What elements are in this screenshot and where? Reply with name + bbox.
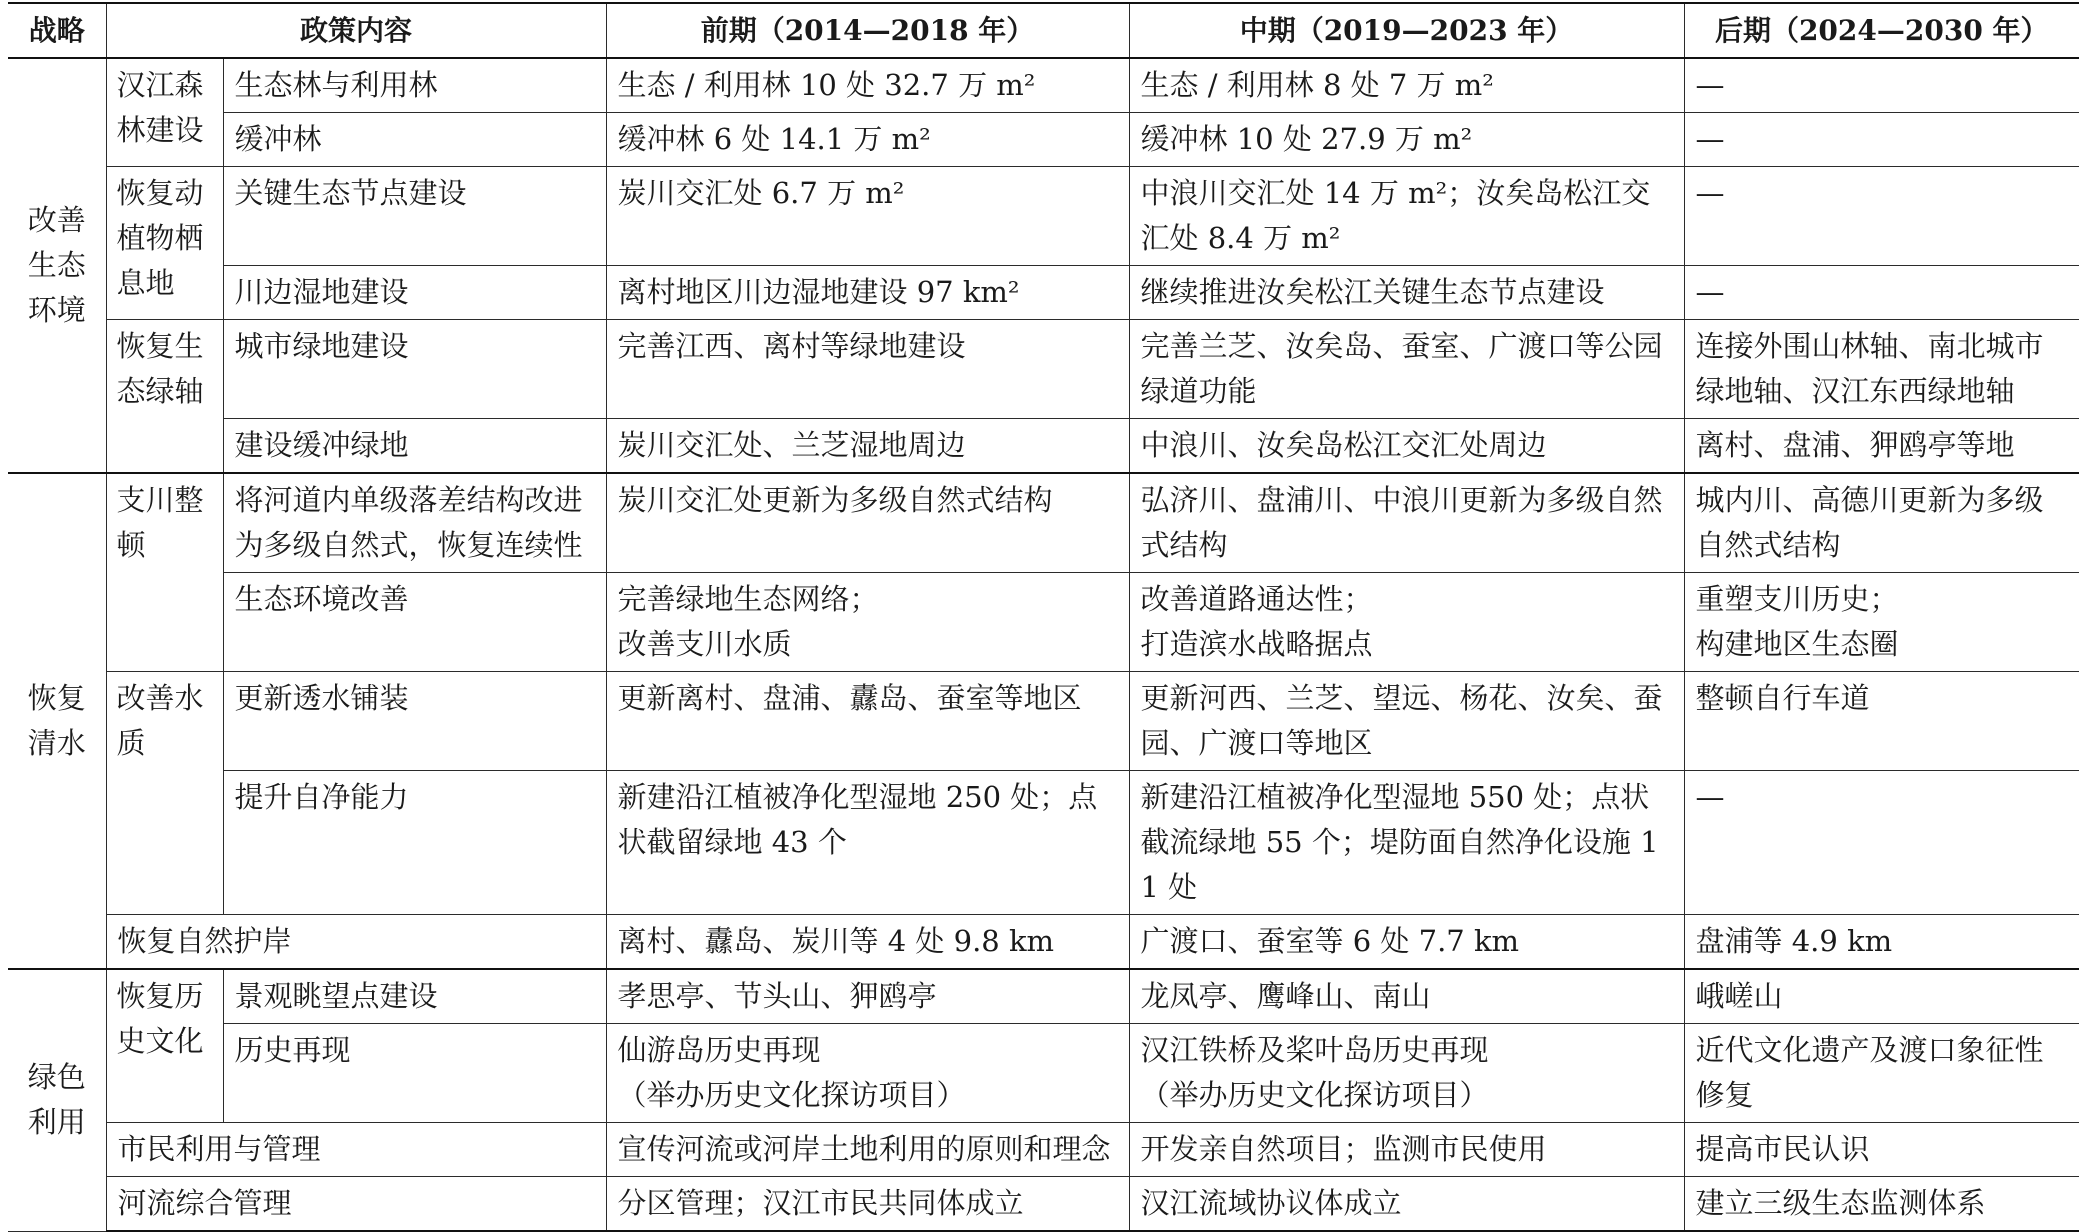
middle-cell: 汉江流域协议体成立	[1129, 1177, 1684, 1232]
late-cell	[1684, 573, 2079, 672]
table-row	[8, 266, 2079, 320]
table-row	[8, 473, 2079, 573]
header-middle: 中期（2019—2023 年）	[1129, 3, 1684, 58]
strategy-cell: 绿色利用	[8, 969, 106, 1231]
middle-line: （举办历史文化探访项目）	[1140, 1078, 1489, 1112]
early-cell: 新建沿江植被净化型湿地 250 处；点状截留绿地 43 个	[606, 771, 1129, 915]
middle-cell: 更新河西、兰芝、望远、杨花、汝矣、蚕园、广渡口等地区	[1129, 672, 1684, 771]
policy-item-cell: 建设缓冲绿地	[223, 419, 606, 474]
strategy-cell: 改善生态环境	[8, 58, 106, 473]
header-row	[8, 3, 2079, 58]
late-line: 重塑支川历史；	[1695, 582, 1899, 616]
table-row	[8, 573, 2079, 672]
table-row	[8, 1123, 2079, 1177]
policy-item-cell: 生态环境改善	[223, 573, 606, 672]
early-cell: 缓冲林 6 处 14.1 万 m²	[606, 113, 1129, 167]
early-cell: 炭川交汇处更新为多级自然式结构	[606, 473, 1129, 573]
late-cell: —	[1684, 771, 2079, 915]
policy-group-cell: 汉江森林建设	[106, 58, 223, 167]
middle-cell: 缓冲林 10 处 27.9 万 m²	[1129, 113, 1684, 167]
table-row	[8, 58, 2079, 113]
policy-item-cell: 生态林与利用林	[223, 58, 606, 113]
late-cell: 离村、盘浦、狎鸥亭等地	[1684, 419, 2079, 474]
early-line: （举办历史文化探访项目）	[617, 1078, 966, 1112]
early-line: 仙游岛历史再现	[617, 1033, 821, 1067]
early-cell: 生态 / 利用林 10 处 32.7 万 m²	[606, 58, 1129, 113]
middle-line: 汉江铁桥及桨叶岛历史再现	[1140, 1033, 1489, 1067]
header-strategy: 战略	[8, 3, 106, 58]
late-cell: 盘浦等 4.9 km	[1684, 915, 2079, 970]
policy-item-cell: 缓冲林	[223, 113, 606, 167]
early-cell: 宣传河流或河岸土地利用的原则和理念	[606, 1123, 1129, 1177]
policy-group-cell: 市民利用与管理	[106, 1123, 606, 1177]
middle-cell: 新建沿江植被净化型湿地 550 处；点状截流绿地 55 个；堤防面自然净化设施 11 处	[1129, 771, 1684, 915]
policy-item-cell: 景观眺望点建设	[223, 969, 606, 1024]
early-cell: 完善江西、离村等绿地建设	[606, 320, 1129, 419]
policy-group-cell: 支川整顿	[106, 473, 223, 672]
middle-cell: 生态 / 利用林 8 处 7 万 m²	[1129, 58, 1684, 113]
policy-item-cell: 将河道内单级落差结构改进为多级自然式，恢复连续性	[223, 473, 606, 573]
strategy-cell: 恢复清水	[8, 473, 106, 969]
middle-cell: 广渡口、蚕室等 6 处 7.7 km	[1129, 915, 1684, 970]
early-line: 改善支川水质	[617, 627, 792, 661]
late-cell: 提高市民认识	[1684, 1123, 2079, 1177]
middle-cell: 完善兰芝、汝矣岛、蚕室、广渡口等公园绿道功能	[1129, 320, 1684, 419]
policy-group-cell: 改善水质	[106, 672, 223, 915]
late-cell: —	[1684, 167, 2079, 266]
early-cell	[606, 573, 1129, 672]
early-cell: 炭川交汇处 6.7 万 m²	[606, 167, 1129, 266]
late-cell: 连接外围山林轴、南北城市绿地轴、汉江东西绿地轴	[1684, 320, 2079, 419]
policy-item-cell: 关键生态节点建设	[223, 167, 606, 266]
middle-cell	[1129, 573, 1684, 672]
table-row	[8, 672, 2079, 771]
policy-group-cell: 恢复生态绿轴	[106, 320, 223, 474]
policy-group-cell: 恢复动植物栖息地	[106, 167, 223, 320]
table-row	[8, 167, 2079, 266]
table-row	[8, 1177, 2079, 1232]
middle-line: 打造滨水战略据点	[1140, 627, 1373, 661]
middle-cell: 弘济川、盘浦川、中浪川更新为多级自然式结构	[1129, 473, 1684, 573]
policy-group-cell: 恢复自然护岸	[106, 915, 606, 970]
late-cell: —	[1684, 113, 2079, 167]
table-row	[8, 969, 2079, 1024]
late-cell: 整顿自行车道	[1684, 672, 2079, 771]
table-row	[8, 320, 2079, 419]
header-early: 前期（2014—2018 年）	[606, 3, 1129, 58]
early-cell: 炭川交汇处、兰芝湿地周边	[606, 419, 1129, 474]
policy-item-cell: 历史再现	[223, 1024, 606, 1123]
late-cell: —	[1684, 266, 2079, 320]
middle-cell: 继续推进汝矣松江关键生态节点建设	[1129, 266, 1684, 320]
middle-cell: 中浪川交汇处 14 万 m²；汝矣岛松江交汇处 8.4 万 m²	[1129, 167, 1684, 266]
early-line: 完善绿地生态网络；	[617, 582, 879, 616]
late-cell: 城内川、高德川更新为多级自然式结构	[1684, 473, 2079, 573]
late-cell: 建立三级生态监测体系	[1684, 1177, 2079, 1232]
policy-item-cell: 城市绿地建设	[223, 320, 606, 419]
table-row	[8, 1024, 2079, 1123]
table-row	[8, 771, 2079, 915]
late-cell: 近代文化遗产及渡口象征性修复	[1684, 1024, 2079, 1123]
middle-cell	[1129, 1024, 1684, 1123]
late-cell: —	[1684, 58, 2079, 113]
header-policy: 政策内容	[106, 3, 606, 58]
table-row	[8, 419, 2079, 474]
policy-item-cell: 提升自净能力	[223, 771, 606, 915]
middle-line: 改善道路通达性；	[1140, 582, 1373, 616]
header-late: 后期（2024—2030 年）	[1684, 3, 2079, 58]
policy-group-cell: 河流综合管理	[106, 1177, 606, 1232]
policy-table-container	[8, 2, 2079, 1232]
policy-group-cell: 恢复历史文化	[106, 969, 223, 1123]
early-cell: 分区管理；汉江市民共同体成立	[606, 1177, 1129, 1232]
early-cell: 孝思亭、节头山、狎鸥亭	[606, 969, 1129, 1024]
policy-table	[8, 2, 2079, 1232]
middle-cell: 龙凤亭、鹰峰山、南山	[1129, 969, 1684, 1024]
early-cell: 离村地区川边湿地建设 97 km²	[606, 266, 1129, 320]
middle-cell: 中浪川、汝矣岛松江交汇处周边	[1129, 419, 1684, 474]
policy-item-cell: 更新透水铺装	[223, 672, 606, 771]
late-cell: 峨嵯山	[1684, 969, 2079, 1024]
table-row	[8, 915, 2079, 970]
late-line: 构建地区生态圈	[1695, 627, 1899, 661]
middle-cell: 开发亲自然项目；监测市民使用	[1129, 1123, 1684, 1177]
early-cell: 离村、纛岛、炭川等 4 处 9.8 km	[606, 915, 1129, 970]
table-row	[8, 113, 2079, 167]
policy-item-cell: 川边湿地建设	[223, 266, 606, 320]
early-cell	[606, 1024, 1129, 1123]
early-cell: 更新离村、盘浦、纛岛、蚕室等地区	[606, 672, 1129, 771]
